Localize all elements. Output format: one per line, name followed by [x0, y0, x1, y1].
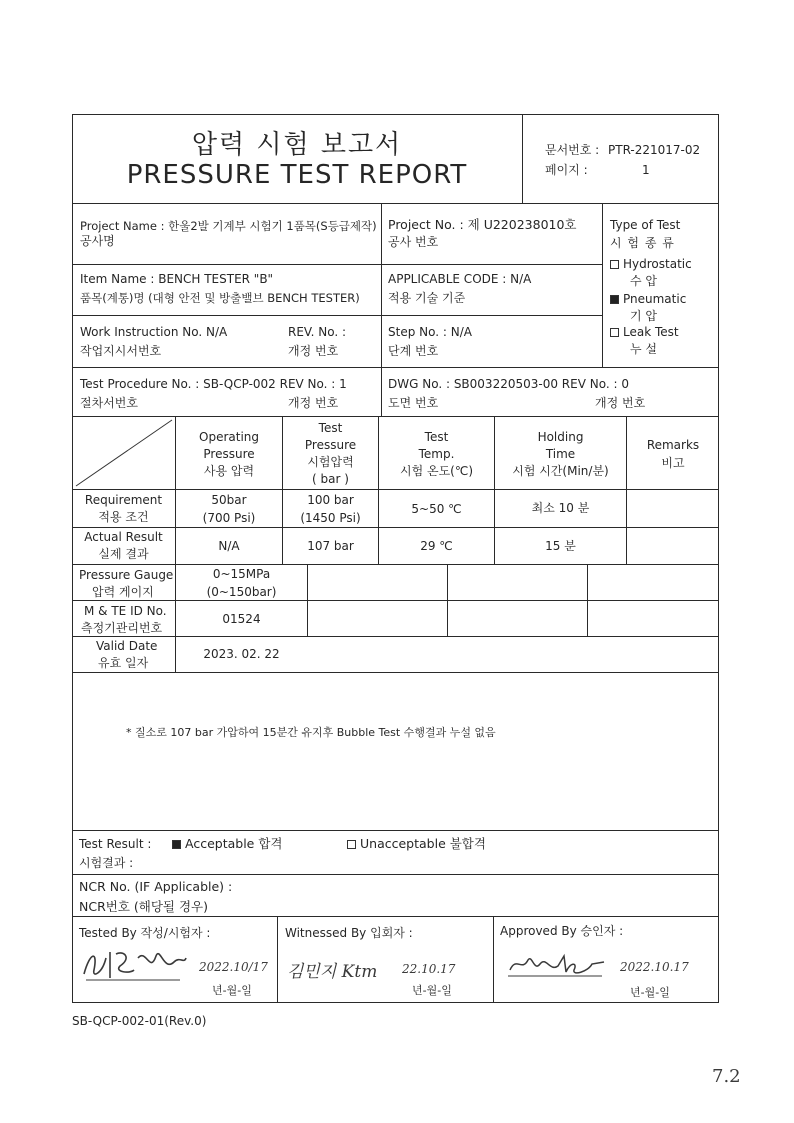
step-no: Step No. : N/A [388, 325, 472, 339]
divider [522, 114, 523, 203]
row-actual-label-ko: 실제 결과 [98, 547, 149, 561]
col-holding-3: 시험 시간(Min/분) [512, 464, 609, 478]
divider [72, 636, 719, 637]
title-korean: 압력 시험 보고서 [191, 130, 403, 160]
row-requirement-label-ko: 적용 조건 [98, 510, 149, 524]
col-remarks-1: Remarks [646, 438, 700, 452]
diagonal-header-line [72, 416, 176, 490]
divider [587, 564, 588, 636]
col-operating-3: 사용 압력 [203, 464, 255, 478]
form-number: SB-QCP-002-01(Rev.0) [72, 1014, 207, 1028]
mte-value: 01524 [222, 612, 261, 626]
col-holding-2: Time [545, 447, 576, 461]
pneumatic-checkbox[interactable] [610, 295, 619, 304]
col-holding-1: Holding [537, 430, 584, 444]
divider [72, 672, 719, 673]
hydrostatic-option[interactable]: Hydrostatic [610, 257, 692, 272]
req-operating-1: 50bar [211, 493, 247, 507]
tested-date: 2022.10/17 [199, 960, 268, 974]
step-no-ko: 단계 번호 [388, 344, 439, 358]
divider [72, 264, 602, 265]
req-test-pressure-1: 100 bar [307, 493, 354, 507]
row-actual-label: Actual Result [84, 530, 163, 544]
rev-no: REV. No. : [288, 325, 346, 339]
req-operating-2: (700 Psi) [202, 511, 256, 525]
col-operating-1: Operating [199, 430, 259, 444]
doc-no-value: PTR-221017-02 [608, 143, 701, 157]
pneumatic-ko: 기 압 [630, 309, 657, 323]
act-time: 15 분 [545, 539, 576, 553]
row-requirement-label: Requirement [84, 493, 163, 507]
approved-date-format: 년-월-일 [630, 986, 670, 999]
project-name-ko: 공사명 [80, 234, 115, 248]
project-no-ko: 공사 번호 [388, 235, 439, 249]
divider [72, 527, 719, 528]
tp-rev-ko: 개정 번호 [288, 396, 339, 410]
approver-signature [508, 950, 608, 980]
test-procedure-ko: 절차서번호 [80, 396, 138, 410]
witnessed-date: 22.10.17 [402, 962, 456, 976]
doc-no-label: 문서번호 : [545, 143, 600, 157]
gauge-label: Pressure Gauge [79, 568, 174, 582]
project-no: Project No. : 제 U220238010호 [388, 217, 577, 232]
req-time: 최소 10 분 [531, 501, 590, 515]
col-temp-2: Temp. [418, 447, 455, 461]
divider [307, 564, 308, 636]
item-name: Item Name : BENCH TESTER "B" [80, 272, 274, 286]
gauge-label-ko: 압력 게이지 [92, 585, 154, 599]
gauge-range-bar: (0~150bar) [206, 585, 277, 599]
leak-test-checkbox[interactable] [610, 328, 619, 337]
dwg-rev-ko: 개정 번호 [595, 396, 646, 410]
witnessed-name: 김민지 Ktm [287, 962, 378, 982]
hydrostatic-checkbox[interactable] [610, 260, 619, 269]
handwritten-page-mark: 7.2 [712, 1066, 741, 1087]
test-procedure: Test Procedure No. : SB-QCP-002 REV No. : 1 [80, 377, 347, 391]
divider [72, 564, 719, 565]
dwg-no: DWG No. : SB003220503-00 REV No. : 0 [388, 377, 629, 391]
req-test-pressure-2: (1450 Psi) [300, 511, 361, 525]
col-remarks-2: 비고 [661, 456, 685, 470]
req-temp: 5~50 ℃ [411, 502, 462, 516]
title-english: PRESSURE TEST REPORT [126, 160, 468, 190]
valid-date-label-ko: 유효 일자 [98, 656, 149, 670]
unacceptable-option[interactable]: Unacceptable 불합격 [347, 836, 486, 851]
work-instruction-ko: 작업지시서번호 [80, 344, 162, 358]
gauge-range: 0~15MPa [212, 567, 271, 581]
ncr-label-ko: NCR번호 (해당될 경우) [79, 899, 208, 914]
type-of-test-label: Type of Test [610, 218, 681, 232]
act-operating: N/A [218, 539, 240, 553]
col-test-pressure-4: ( bar ) [312, 472, 349, 486]
valid-date-value: 2023. 02. 22 [203, 647, 280, 661]
test-note: * 질소로 107 bar 가압하여 15분간 유지후 Bubble Test 수행결과 누설 없음 [126, 726, 496, 739]
acceptable-option[interactable]: Acceptable 합격 [172, 836, 282, 851]
witnessed-by-label: Witnessed By 입회자 : [285, 926, 413, 940]
acceptable-checkbox[interactable] [172, 840, 181, 849]
divider [447, 564, 448, 636]
divider [72, 600, 719, 601]
col-temp-3: 시험 온도(℃) [399, 464, 474, 478]
approved-by-label: Approved By 승인자 : [500, 924, 624, 938]
mte-label: M & TE ID No. [84, 604, 167, 618]
divider [72, 367, 719, 368]
col-temp-1: Test [424, 430, 449, 444]
ncr-label: NCR No. (IF Applicable) : [79, 879, 233, 894]
unacceptable-checkbox[interactable] [347, 840, 356, 849]
approved-date: 2022.10.17 [620, 960, 689, 974]
page-value: 1 [642, 163, 650, 177]
test-result-label-ko: 시험결과 : [79, 856, 134, 870]
divider [602, 203, 603, 367]
hydrostatic-ko: 수 압 [630, 274, 657, 288]
divider [72, 830, 719, 831]
rev-no-ko: 개정 번호 [288, 344, 339, 358]
act-test-pressure: 107 bar [307, 539, 354, 553]
test-result-label: Test Result : [79, 837, 152, 851]
col-test-pressure-1: Test [318, 421, 343, 435]
leak-test-option[interactable]: Leak Test [610, 325, 679, 340]
col-test-pressure-2: Pressure [304, 438, 357, 452]
divider [493, 916, 494, 1003]
tested-by-label: Tested By 작성/시험자 : [79, 926, 211, 940]
tested-date-format: 년-월-일 [212, 984, 252, 997]
divider [72, 916, 719, 917]
project-name: Project Name : 한울2발 기계부 시험기 1품목(S등급제작) [80, 219, 377, 233]
divider [72, 315, 602, 316]
item-name-ko: 품목(계통)명 (대형 안전 및 방출밸브 BENCH TESTER) [80, 291, 360, 305]
col-test-pressure-3: 시험압력 [307, 455, 354, 469]
divider [72, 203, 719, 204]
leak-test-ko: 누 설 [630, 342, 657, 356]
applicable-code: APPLICABLE CODE : N/A [388, 272, 532, 286]
work-instruction: Work Instruction No. N/A [80, 325, 228, 339]
page-label: 페이지 : [545, 163, 588, 177]
col-operating-2: Pressure [203, 447, 255, 461]
witnessed-date-format: 년-월-일 [412, 984, 452, 997]
divider [277, 916, 278, 1003]
divider [381, 203, 382, 416]
act-temp: 29 ℃ [420, 539, 453, 553]
applicable-code-ko: 적용 기술 기준 [388, 291, 466, 305]
dwg-no-ko: 도면 번호 [388, 396, 439, 410]
tester-signature [80, 944, 190, 984]
pneumatic-option[interactable]: Pneumatic [610, 292, 686, 307]
divider [72, 874, 719, 875]
mte-label-ko: 측정기관리번호 [81, 621, 163, 635]
valid-date-label: Valid Date [96, 639, 158, 653]
type-of-test-ko: 시 험 종 류 [610, 236, 675, 250]
